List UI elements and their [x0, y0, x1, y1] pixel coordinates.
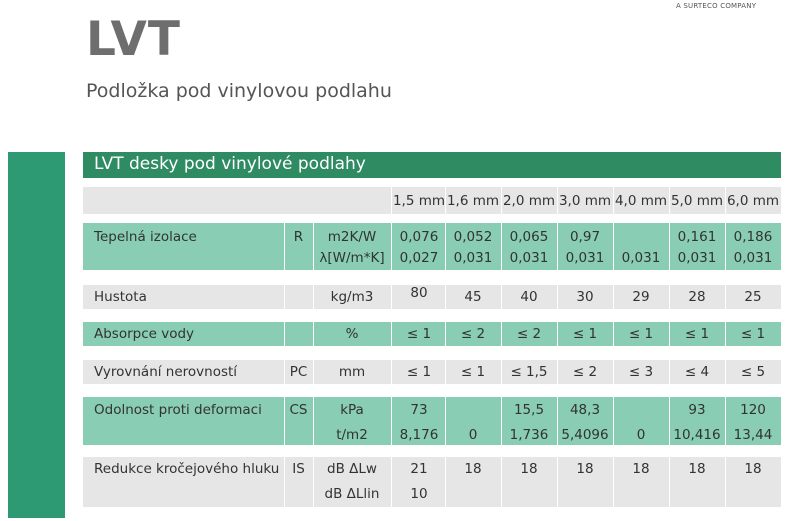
- row-value: 18: [520, 461, 538, 477]
- row-value: 0,031: [509, 250, 549, 266]
- row-value: 1,736: [509, 427, 549, 443]
- row-value: 0,161: [677, 229, 717, 245]
- product-subtitle: Podložka pod vinylovou podlahu: [86, 80, 392, 102]
- row-value: 28: [688, 289, 706, 305]
- row-value: 0,031: [677, 250, 717, 266]
- row-unit: mm: [338, 364, 366, 380]
- spec-row: [83, 360, 781, 384]
- row-value: ≤ 1: [628, 326, 654, 342]
- row-value: 18: [688, 461, 706, 477]
- row-value: ≤ 3: [628, 364, 654, 380]
- row-value: ≤ 1: [572, 326, 598, 342]
- spec-row: [83, 223, 781, 270]
- row-value: 18: [464, 461, 482, 477]
- row-label: Redukce kročejového hluku: [94, 461, 280, 477]
- row-value: 0,065: [509, 229, 549, 245]
- row-value: 93: [688, 402, 706, 418]
- row-value: ≤ 1,5: [510, 364, 548, 380]
- column-header: 5,0 mm: [670, 193, 724, 209]
- row-label: Odolnost proti deformaci: [94, 402, 262, 418]
- product-title: LVT: [86, 12, 181, 67]
- row-value: 0,031: [621, 250, 661, 266]
- row-value: 80: [410, 285, 428, 301]
- row-value: 10: [410, 486, 428, 502]
- row-value: 48,3: [569, 402, 601, 418]
- row-value: 8,176: [399, 427, 439, 443]
- row-value: ≤ 1: [740, 326, 766, 342]
- row-value: ≤ 1: [406, 326, 432, 342]
- row-label: Tepelná izolace: [94, 229, 197, 245]
- row-label: Vyrovnání nerovností: [94, 364, 238, 380]
- row-value: 18: [576, 461, 594, 477]
- row-symbol: IS: [292, 461, 305, 477]
- row-value: 120: [740, 402, 766, 418]
- row-unit: dB ΔLw: [327, 461, 377, 477]
- row-unit: λ[W/m*K]: [319, 250, 385, 266]
- column-header: 2,0 mm: [502, 193, 556, 209]
- row-value: ≤ 2: [516, 326, 542, 342]
- row-unit: dB ΔLlin: [324, 486, 380, 502]
- spec-row: [83, 322, 781, 346]
- side-accent-bar: [8, 152, 65, 518]
- row-value: 0,97: [569, 229, 601, 245]
- row-unit: t/m2: [336, 427, 368, 443]
- row-value: 0,076: [399, 229, 439, 245]
- row-value: 13,44: [733, 427, 773, 443]
- row-value: 18: [744, 461, 762, 477]
- row-symbol: PC: [289, 364, 308, 380]
- row-value: ≤ 1: [460, 364, 486, 380]
- column-header: 6,0 mm: [726, 193, 780, 209]
- row-value: 45: [464, 289, 482, 305]
- row-value: ≤ 1: [684, 326, 710, 342]
- row-value: 0,031: [565, 250, 605, 266]
- row-value: ≤ 1: [406, 364, 432, 380]
- row-value: 0,027: [399, 250, 439, 266]
- row-unit: kPa: [340, 402, 364, 418]
- row-value: 40: [520, 289, 538, 305]
- row-value: ≤ 4: [684, 364, 710, 380]
- company-tagline: A SURTECO COMPANY: [676, 2, 757, 10]
- row-value: 21: [410, 461, 428, 477]
- spec-row: [83, 285, 781, 309]
- row-value: 25: [744, 289, 762, 305]
- row-label: Hustota: [94, 289, 147, 305]
- row-value: 0: [636, 427, 646, 443]
- column-header: 3,0 mm: [558, 193, 612, 209]
- row-value: 5,4096: [561, 427, 609, 443]
- row-symbol: R: [293, 229, 304, 245]
- column-header: 4,0 mm: [614, 193, 668, 209]
- column-header-row: [83, 187, 781, 214]
- column-separator: [284, 322, 285, 346]
- row-value: 30: [576, 289, 594, 305]
- row-unit: %: [345, 326, 359, 342]
- row-label: Absorpce vody: [94, 326, 195, 342]
- row-value: ≤ 2: [460, 326, 486, 342]
- column-header: 1,6 mm: [446, 193, 500, 209]
- row-value: 0: [468, 427, 478, 443]
- row-value: 10,416: [673, 427, 721, 443]
- row-value: 0,031: [453, 250, 493, 266]
- column-header: 1,5 mm: [392, 193, 446, 209]
- row-symbol: CS: [289, 402, 308, 418]
- column-separator: [284, 285, 285, 309]
- row-value: 0,031: [733, 250, 773, 266]
- table-header: LVT desky pod vinylové podlahy: [83, 152, 781, 178]
- row-value: 15,5: [513, 402, 545, 418]
- row-value: 0,052: [453, 229, 493, 245]
- spec-row: [83, 457, 781, 507]
- row-value: 0,186: [733, 229, 773, 245]
- row-value: 29: [632, 289, 650, 305]
- row-unit: m2K/W: [327, 229, 377, 245]
- row-value: ≤ 2: [572, 364, 598, 380]
- row-value: 73: [410, 402, 428, 418]
- row-value: 18: [632, 461, 650, 477]
- row-unit: kg/m3: [330, 289, 374, 305]
- spec-row: [83, 397, 781, 445]
- row-value: ≤ 5: [740, 364, 766, 380]
